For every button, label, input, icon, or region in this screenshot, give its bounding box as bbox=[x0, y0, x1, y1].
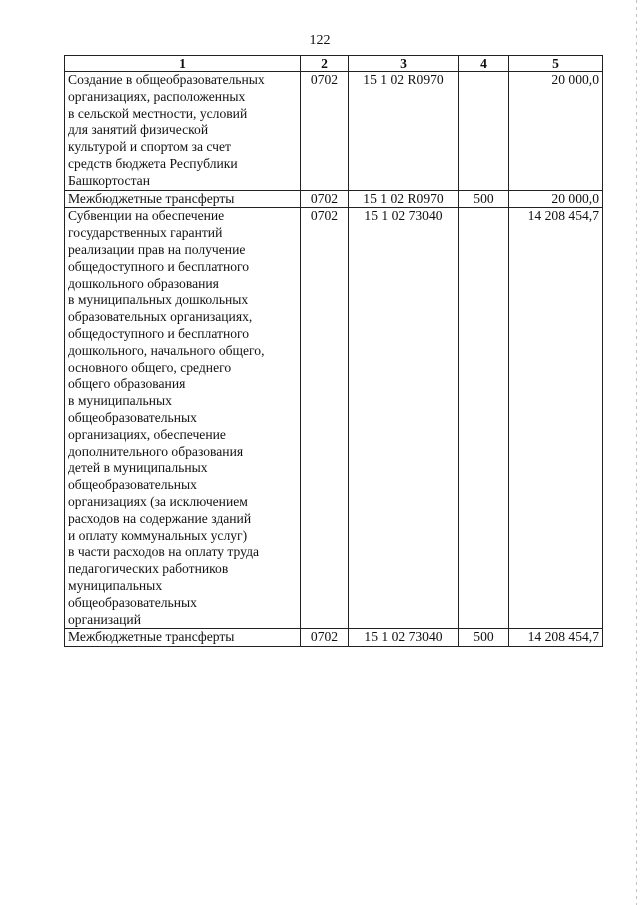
table-header-row bbox=[65, 56, 603, 72]
row-name-line: общеобразовательных bbox=[68, 409, 197, 425]
section-code-cell: 0702 bbox=[301, 72, 349, 191]
target-article-cell: 15 1 02 73040 bbox=[349, 208, 459, 629]
row-name-line: в сельской местности, условий bbox=[68, 105, 248, 121]
row-name-line: организациях, расположенных bbox=[68, 88, 246, 104]
row-name-cell bbox=[65, 629, 301, 647]
row-name-line: образовательных организациях, bbox=[68, 309, 253, 325]
row-name-line: в части расходов на оплату труда bbox=[68, 544, 260, 560]
row-name-line: организациях, обеспечение bbox=[68, 426, 226, 442]
budget-table bbox=[64, 55, 603, 647]
row-name-line: в муниципальных дошкольных bbox=[68, 292, 249, 308]
target-article-cell: 15 1 02 R0970 bbox=[349, 72, 459, 191]
section-code-cell: 0702 bbox=[301, 629, 349, 647]
row-name-line: организаций bbox=[68, 611, 141, 627]
row-name-line: и оплату коммунальных услуг) bbox=[68, 527, 248, 543]
row-name-line: в муниципальных bbox=[68, 393, 172, 409]
column-header-5: 5 bbox=[509, 56, 603, 72]
table-row bbox=[65, 208, 603, 629]
row-name-line: Субвенции на обеспечение bbox=[68, 208, 225, 224]
row-name-line: общедоступного и бесплатного bbox=[68, 258, 250, 274]
page-number: 122 bbox=[309, 33, 331, 48]
row-name-line: основного общего, среднего bbox=[68, 359, 232, 375]
row-name-line: Межбюджетные трансферты bbox=[68, 190, 235, 206]
column-header-4: 4 bbox=[459, 56, 509, 72]
section-code-cell: 0702 bbox=[301, 208, 349, 629]
amount-cell: 20 000,0 bbox=[509, 190, 603, 208]
row-name-line: общего образования bbox=[68, 376, 186, 392]
expense-type-cell bbox=[459, 72, 509, 191]
row-name-line: расходов на содержание зданий bbox=[68, 510, 252, 526]
row-name-line: реализации прав на получение bbox=[68, 241, 246, 257]
table-row bbox=[65, 190, 603, 208]
row-name-line: Башкортостан bbox=[68, 172, 150, 188]
expense-type-cell bbox=[459, 208, 509, 629]
row-name-line: дополнительного образования bbox=[68, 443, 244, 459]
section-code-cell: 0702 bbox=[301, 190, 349, 208]
row-name-line: дошкольного образования bbox=[68, 275, 219, 291]
amount-cell: 20 000,0 bbox=[509, 72, 603, 191]
table-row bbox=[65, 72, 603, 191]
row-name-cell bbox=[65, 190, 301, 208]
row-name-line: Создание в общеобразовательных bbox=[68, 72, 265, 87]
row-name-line: дошкольного, начального общего, bbox=[68, 342, 265, 358]
target-article-cell: 15 1 02 R0970 bbox=[349, 190, 459, 208]
column-header-1: 1 bbox=[65, 56, 301, 72]
target-article-cell: 15 1 02 73040 bbox=[349, 629, 459, 647]
row-name-line: муниципальных bbox=[68, 577, 163, 593]
row-name-line: детей в муниципальных bbox=[68, 460, 208, 476]
row-name-line: государственных гарантий bbox=[68, 225, 223, 241]
table-body bbox=[65, 72, 603, 647]
row-name-cell bbox=[65, 72, 301, 191]
row-name-line: педагогических работников bbox=[68, 561, 229, 577]
amount-cell: 14 208 454,7 bbox=[509, 629, 603, 647]
column-header-2: 2 bbox=[301, 56, 349, 72]
row-name-line: организациях (за исключением bbox=[68, 493, 248, 509]
table-row bbox=[65, 629, 603, 647]
row-name-line: для занятий физической bbox=[68, 122, 209, 138]
scan-edge-mark bbox=[636, 0, 637, 905]
row-name-line: Межбюджетные трансферты bbox=[68, 629, 235, 645]
row-name-line: культурой и спортом за счет bbox=[68, 139, 231, 155]
amount-cell: 14 208 454,7 bbox=[509, 208, 603, 629]
row-name-cell bbox=[65, 208, 301, 629]
row-name-line: общеобразовательных bbox=[68, 594, 197, 610]
row-name-line: общедоступного и бесплатного bbox=[68, 325, 250, 341]
column-header-3: 3 bbox=[349, 56, 459, 72]
row-name-line: средств бюджета Республики bbox=[68, 155, 238, 171]
expense-type-cell: 500 bbox=[459, 190, 509, 208]
expense-type-cell: 500 bbox=[459, 629, 509, 647]
row-name-line: общеобразовательных bbox=[68, 477, 197, 493]
